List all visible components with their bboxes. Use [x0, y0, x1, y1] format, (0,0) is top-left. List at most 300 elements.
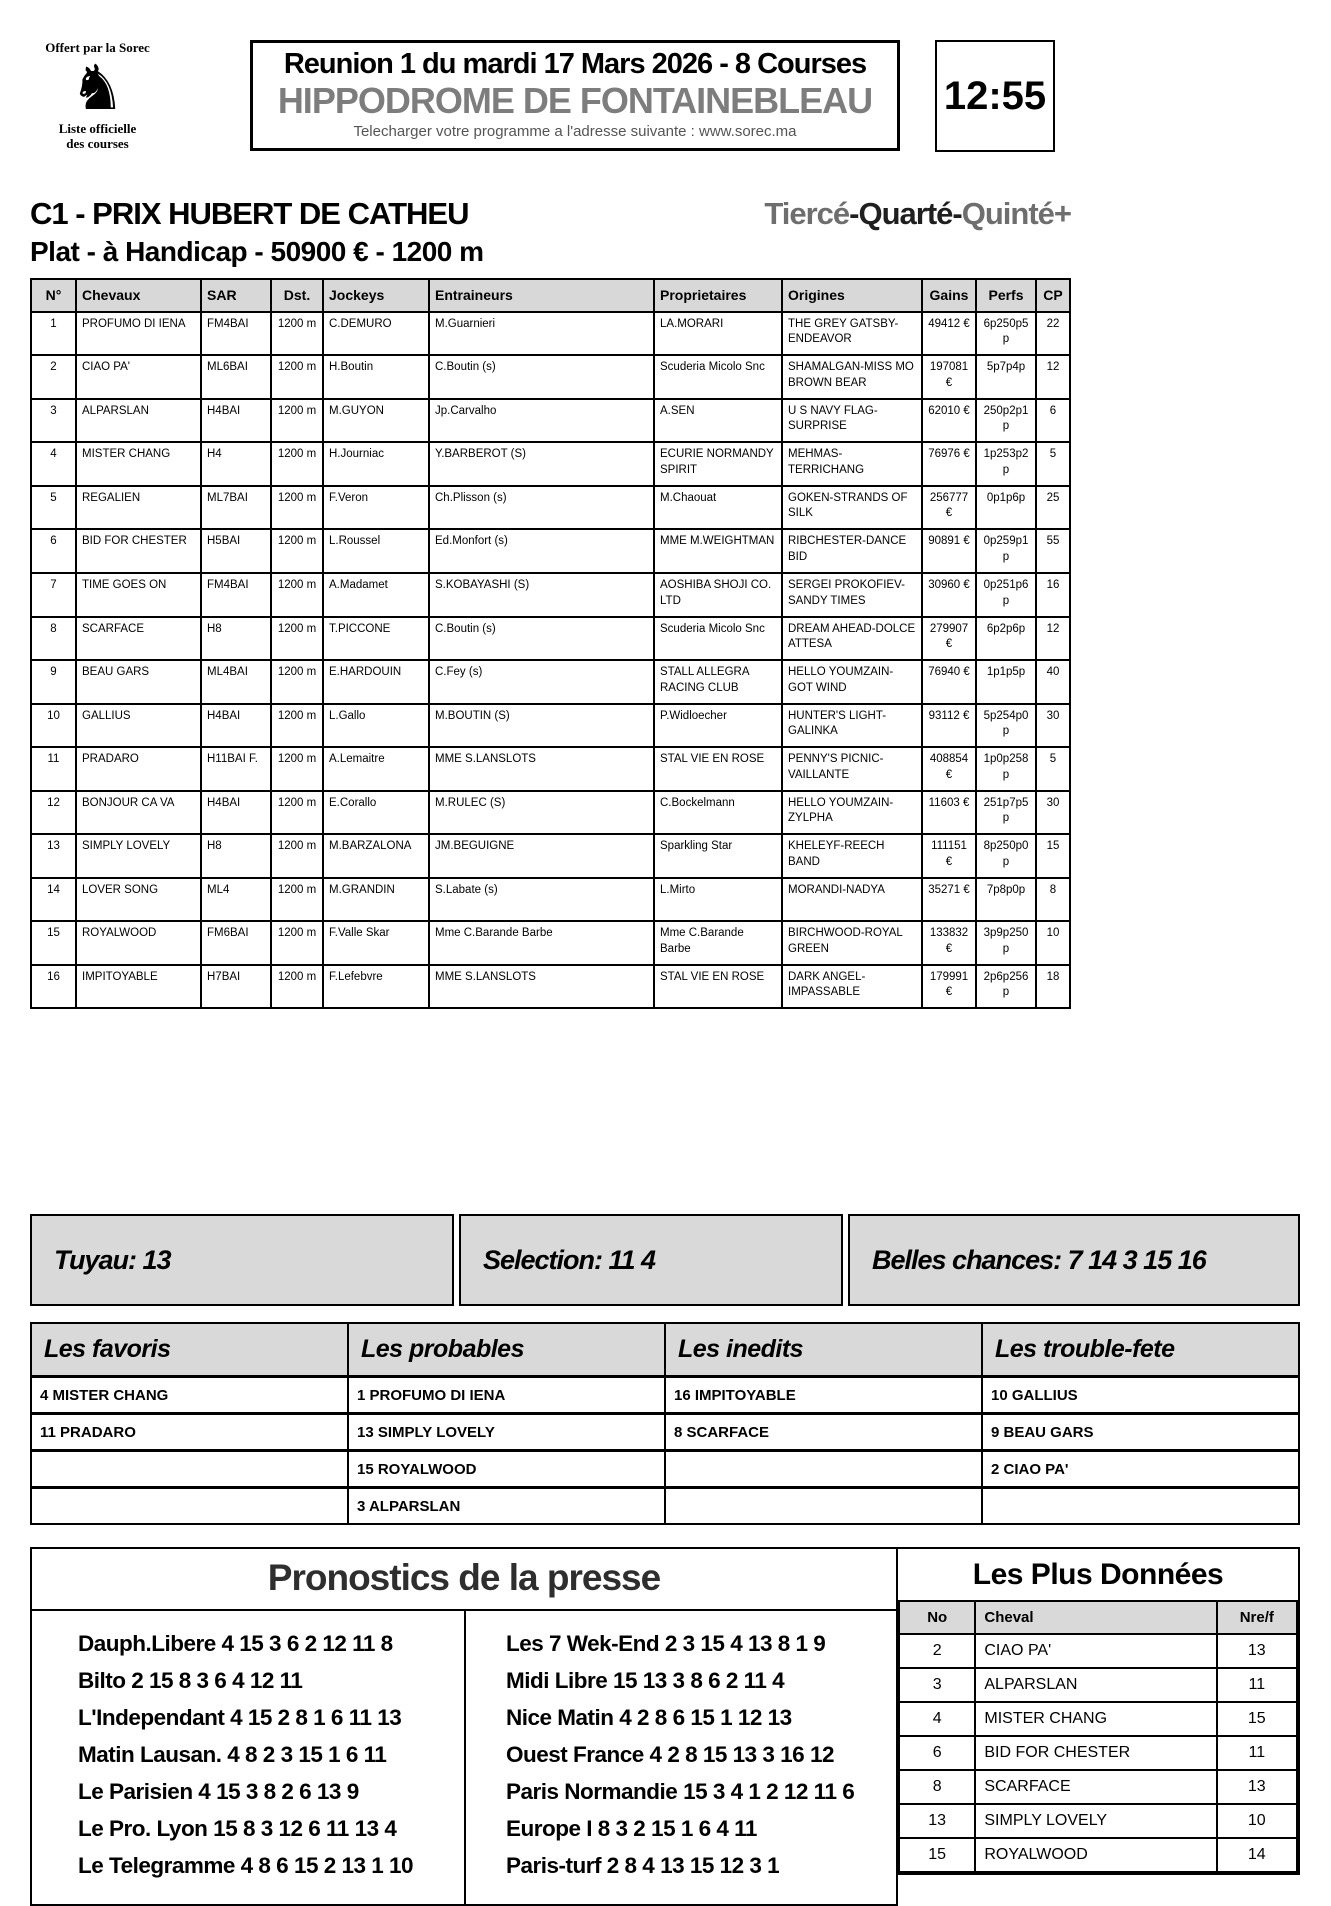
runner-origins: HELLO YOUMZAIN-ZYLPHA	[782, 791, 922, 835]
runner-trainer: Ed.Monfort (s)	[429, 529, 654, 573]
runner-owner: C.Bockelmann	[654, 791, 782, 835]
runner-row	[31, 791, 1070, 835]
runner-trainer: M.RULEC (S)	[429, 791, 654, 835]
picks-row	[31, 1377, 1299, 1414]
runner-perfs: 0p1p6p	[976, 486, 1036, 530]
runner-perfs: 6p250p5p	[976, 312, 1036, 356]
runner-trainer: C.Boutin (s)	[429, 617, 654, 661]
runner-cp: 55	[1036, 529, 1070, 573]
runner-owner: STAL VIE EN ROSE	[654, 747, 782, 791]
most-given-count: 13	[1217, 1634, 1297, 1668]
runner-origins: DARK ANGEL-IMPASSABLE	[782, 965, 922, 1009]
pick-trouble-fete: 2 CIAO PA'	[982, 1451, 1299, 1488]
runner-sar: H8	[201, 617, 271, 661]
runner-origins: GOKEN-STRANDS OF SILK	[782, 486, 922, 530]
col-trainers: Entraineurs	[429, 279, 654, 312]
runner-jockey: F.Valle Skar	[323, 921, 429, 965]
runner-origins: MEHMAS-TERRICHANG	[782, 442, 922, 486]
runner-trainer: MME S.LANSLOTS	[429, 747, 654, 791]
runner-origins: HELLO YOUMZAIN-GOT WIND	[782, 660, 922, 704]
runner-cp: 5	[1036, 442, 1070, 486]
runner-sar: ML6BAI	[201, 355, 271, 399]
runner-sar: H4BAI	[201, 399, 271, 443]
logo-bottom-text-2: des courses	[66, 136, 129, 151]
runner-origins: RIBCHESTER-DANCE BID	[782, 529, 922, 573]
most-col-cheval: Cheval	[975, 1601, 1216, 1634]
runner-distance: 1200 m	[271, 921, 323, 965]
runner-origins: MORANDI-NADYA	[782, 878, 922, 922]
runner-perfs: 1p1p5p	[976, 660, 1036, 704]
bottom-section	[30, 1547, 1300, 1906]
press-columns	[32, 1611, 896, 1904]
runner-owner: ECURIE NORMANDY SPIRIT	[654, 442, 782, 486]
runner-earnings: 76976 €	[922, 442, 976, 486]
runner-perfs: 1p253p2p	[976, 442, 1036, 486]
runners-table	[30, 278, 1071, 1009]
runner-trainer: C.Boutin (s)	[429, 355, 654, 399]
bet-type-tierce: Tiercé	[764, 196, 850, 231]
runner-horse-name: BID FOR CHESTER	[76, 529, 201, 573]
runner-sar: ML7BAI	[201, 486, 271, 530]
logo-bottom-text-1: Liste officielle	[58, 121, 137, 136]
runner-horse-name: REGALIEN	[76, 486, 201, 530]
most-given-count: 11	[1217, 1668, 1297, 1702]
runner-distance: 1200 m	[271, 312, 323, 356]
runner-horse-name: LOVER SONG	[76, 878, 201, 922]
runner-number: 3	[31, 399, 76, 443]
runner-jockey: E.Corallo	[323, 791, 429, 835]
most-given-row	[899, 1770, 1297, 1804]
most-given-count: 13	[1217, 1770, 1297, 1804]
runner-perfs: 0p251p6p	[976, 573, 1036, 617]
runner-jockey: E.HARDOUIN	[323, 660, 429, 704]
most-given-row	[899, 1702, 1297, 1736]
runner-jockey: M.GUYON	[323, 399, 429, 443]
press-forecast-line: Les 7 Wek-End 2 3 15 4 13 8 1 9	[506, 1631, 826, 1657]
most-given-row	[899, 1736, 1297, 1770]
runner-horse-name: CIAO PA'	[76, 355, 201, 399]
runner-row	[31, 355, 1070, 399]
runner-trainer: Mme C.Barande Barbe	[429, 921, 654, 965]
download-hint: Telecharger votre programme a l'adresse suivante : www.sorec.ma	[353, 123, 797, 140]
bet-type	[764, 196, 1071, 232]
runner-origins: U S NAVY FLAG-SURPRISE	[782, 399, 922, 443]
picks-table	[30, 1322, 1300, 1525]
runner-number: 7	[31, 573, 76, 617]
picks-col-probables: Les probables	[348, 1323, 665, 1377]
runner-owner: M.Chaouat	[654, 486, 782, 530]
runner-distance: 1200 m	[271, 442, 323, 486]
bet-type-quarte: -Quarté-	[849, 196, 962, 231]
most-given-count: 11	[1217, 1736, 1297, 1770]
picks-col-inedits: Les inedits	[665, 1323, 982, 1377]
runner-trainer: Ch.Plisson (s)	[429, 486, 654, 530]
runner-owner: A.SEN	[654, 399, 782, 443]
runner-cp: 6	[1036, 399, 1070, 443]
runner-cp: 15	[1036, 834, 1070, 878]
runner-distance: 1200 m	[271, 878, 323, 922]
race-conditions: Plat - à Handicap - 50900 € - 1200 m	[30, 236, 484, 267]
runner-owner: Mme C.Barande Barbe	[654, 921, 782, 965]
most-given-number: 8	[899, 1770, 975, 1804]
press-column-right	[464, 1611, 896, 1904]
runner-trainer: C.Fey (s)	[429, 660, 654, 704]
picks-header-row	[31, 1323, 1299, 1377]
runner-owner: STAL VIE EN ROSE	[654, 965, 782, 1009]
runner-earnings: 179991 €	[922, 965, 976, 1009]
runner-trainer: S.Labate (s)	[429, 878, 654, 922]
picks-body	[31, 1377, 1299, 1525]
runner-earnings: 11603 €	[922, 791, 976, 835]
bet-type-quinte: Quinté+	[961, 196, 1071, 231]
runner-sar: ML4BAI	[201, 660, 271, 704]
runner-row	[31, 529, 1070, 573]
press-forecast-line: Le Pro. Lyon 15 8 3 12 6 11 13 4	[78, 1816, 397, 1842]
runner-number: 10	[31, 704, 76, 748]
runner-trainer: S.KOBAYASHI (S)	[429, 573, 654, 617]
press-forecasts-box	[30, 1547, 898, 1906]
runner-row	[31, 878, 1070, 922]
tip-selection: Selection: 11 4	[459, 1214, 843, 1306]
runner-sar: H4BAI	[201, 704, 271, 748]
runner-horse-name: ALPARSLAN	[76, 399, 201, 443]
runner-earnings: 197081 €	[922, 355, 976, 399]
runner-sar: H7BAI	[201, 965, 271, 1009]
runner-horse-name: PRADARO	[76, 747, 201, 791]
runner-origins: KHELEYF-REECH BAND	[782, 834, 922, 878]
picks-row	[31, 1414, 1299, 1451]
runner-jockey: F.Veron	[323, 486, 429, 530]
hippodrome-name: HIPPODROME DE FONTAINEBLEAU	[277, 80, 873, 121]
runner-trainer: Jp.Carvalho	[429, 399, 654, 443]
runner-distance: 1200 m	[271, 399, 323, 443]
runner-jockey: F.Lefebvre	[323, 965, 429, 1009]
tip-tuyau: Tuyau: 13	[30, 1214, 454, 1306]
picks-col-favoris: Les favoris	[31, 1323, 348, 1377]
runner-earnings: 49412 €	[922, 312, 976, 356]
most-given-count: 14	[1217, 1838, 1297, 1872]
runner-jockey: T.PICCONE	[323, 617, 429, 661]
most-given-number: 2	[899, 1634, 975, 1668]
most-col-nref: Nre/f	[1217, 1601, 1297, 1634]
col-earnings: Gains	[922, 279, 976, 312]
runner-cp: 30	[1036, 791, 1070, 835]
runner-sar: FM6BAI	[201, 921, 271, 965]
runner-perfs: 0p259p1p	[976, 529, 1036, 573]
logo-top-text: Offert par la Sorec	[45, 40, 150, 55]
most-given-horse: MISTER CHANG	[975, 1702, 1216, 1736]
runner-distance: 1200 m	[271, 834, 323, 878]
runner-trainer: Y.BARBEROT (S)	[429, 442, 654, 486]
press-forecast-line: Matin Lausan. 4 8 2 3 15 1 6 11	[78, 1742, 387, 1768]
runner-number: 8	[31, 617, 76, 661]
pick-trouble-fete	[982, 1488, 1299, 1525]
runner-cp: 30	[1036, 704, 1070, 748]
runner-earnings: 30960 €	[922, 573, 976, 617]
pick-favori: 11 PRADARO	[31, 1414, 348, 1451]
most-given-count: 10	[1217, 1804, 1297, 1838]
runner-row	[31, 921, 1070, 965]
picks-row	[31, 1488, 1299, 1525]
pick-probable: 1 PROFUMO DI IENA	[348, 1377, 665, 1414]
most-given-number: 4	[899, 1702, 975, 1736]
runner-origins: BIRCHWOOD-ROYAL GREEN	[782, 921, 922, 965]
col-origins: Origines	[782, 279, 922, 312]
runner-horse-name: TIME GOES ON	[76, 573, 201, 617]
pick-favori: 4 MISTER CHANG	[31, 1377, 348, 1414]
pick-favori	[31, 1488, 348, 1525]
pick-probable: 13 SIMPLY LOVELY	[348, 1414, 665, 1451]
runner-cp: 10	[1036, 921, 1070, 965]
most-given-body	[899, 1634, 1297, 1872]
runner-earnings: 133832 €	[922, 921, 976, 965]
press-forecasts-title: Pronostics de la presse	[32, 1549, 896, 1611]
col-cp: CP	[1036, 279, 1070, 312]
runner-perfs: 251p7p5p	[976, 791, 1036, 835]
runner-origins: SHAMALGAN-MISS MO BROWN BEAR	[782, 355, 922, 399]
runner-horse-name: PROFUMO DI IENA	[76, 312, 201, 356]
pick-inedit	[665, 1488, 982, 1525]
runner-row	[31, 965, 1070, 1009]
runner-number: 1	[31, 312, 76, 356]
runner-cp: 5	[1036, 747, 1070, 791]
pick-trouble-fete: 10 GALLIUS	[982, 1377, 1299, 1414]
col-jockeys: Jockeys	[323, 279, 429, 312]
runner-perfs: 1p0p258p	[976, 747, 1036, 791]
runner-row	[31, 442, 1070, 486]
runner-origins: THE GREY GATSBY-ENDEAVOR	[782, 312, 922, 356]
most-col-no: No	[899, 1601, 975, 1634]
runner-number: 13	[31, 834, 76, 878]
most-given-table	[898, 1600, 1298, 1873]
runner-earnings: 90891 €	[922, 529, 976, 573]
race-time: 12:55	[935, 40, 1055, 152]
most-given-title: Les Plus Données	[972, 1558, 1224, 1592]
runner-row	[31, 399, 1070, 443]
press-forecast-line: Midi Libre 15 13 3 8 6 2 11 4	[506, 1668, 785, 1694]
runners-body	[31, 312, 1070, 1008]
runner-sar: ML4	[201, 878, 271, 922]
sorec-logo	[30, 40, 165, 151]
col-owners: Proprietaires	[654, 279, 782, 312]
runner-horse-name: IMPITOYABLE	[76, 965, 201, 1009]
press-forecast-line: Ouest France 4 2 8 15 13 3 16 12	[506, 1742, 834, 1768]
runner-horse-name: MISTER CHANG	[76, 442, 201, 486]
tips-strip	[30, 1214, 1300, 1306]
runner-perfs: 5p254p0p	[976, 704, 1036, 748]
press-forecast-line: Europe I 8 3 2 15 1 6 4 11	[506, 1816, 757, 1842]
runner-origins: HUNTER'S LIGHT-GALINKA	[782, 704, 922, 748]
runner-distance: 1200 m	[271, 747, 323, 791]
runner-number: 2	[31, 355, 76, 399]
runner-sar: FM4BAI	[201, 573, 271, 617]
runner-horse-name: BONJOUR CA VA	[76, 791, 201, 835]
runner-owner: P.Widloecher	[654, 704, 782, 748]
runner-number: 16	[31, 965, 76, 1009]
runner-perfs: 2p6p256p	[976, 965, 1036, 1009]
runner-row	[31, 617, 1070, 661]
runner-jockey: H.Boutin	[323, 355, 429, 399]
runners-header-row	[31, 279, 1070, 312]
most-given-horse: BID FOR CHESTER	[975, 1736, 1216, 1770]
runner-row	[31, 704, 1070, 748]
runner-cp: 12	[1036, 617, 1070, 661]
runner-jockey: C.DEMURO	[323, 312, 429, 356]
pick-favori	[31, 1451, 348, 1488]
runner-owner: Scuderia Micolo Snc	[654, 617, 782, 661]
runner-perfs: 8p250p0p	[976, 834, 1036, 878]
runner-cp: 18	[1036, 965, 1070, 1009]
picks-row	[31, 1451, 1299, 1488]
runner-jockey: M.GRANDIN	[323, 878, 429, 922]
runner-horse-name: GALLIUS	[76, 704, 201, 748]
runner-owner: STALL ALLEGRA RACING CLUB	[654, 660, 782, 704]
pick-probable: 3 ALPARSLAN	[348, 1488, 665, 1525]
runner-earnings: 256777 €	[922, 486, 976, 530]
runner-owner: Scuderia Micolo Snc	[654, 355, 782, 399]
most-given-number: 13	[899, 1804, 975, 1838]
most-given-horse: CIAO PA'	[975, 1634, 1216, 1668]
most-given-number: 15	[899, 1838, 975, 1872]
runner-horse-name: BEAU GARS	[76, 660, 201, 704]
runner-row	[31, 486, 1070, 530]
tip-belles-chances: Belles chances: 7 14 3 15 16	[848, 1214, 1300, 1306]
runner-distance: 1200 m	[271, 660, 323, 704]
runner-sar: H4	[201, 442, 271, 486]
runner-horse-name: SIMPLY LOVELY	[76, 834, 201, 878]
press-forecast-line: Le Telegramme 4 8 6 15 2 13 1 10	[78, 1853, 414, 1879]
runner-perfs: 6p2p6p	[976, 617, 1036, 661]
most-given-row	[899, 1634, 1297, 1668]
runner-earnings: 93112 €	[922, 704, 976, 748]
runner-distance: 1200 m	[271, 704, 323, 748]
most-given-number: 3	[899, 1668, 975, 1702]
most-given-horse: SCARFACE	[975, 1770, 1216, 1804]
runner-jockey: H.Journiac	[323, 442, 429, 486]
pick-probable: 15 ROYALWOOD	[348, 1451, 665, 1488]
col-number: N°	[31, 279, 76, 312]
pick-inedit	[665, 1451, 982, 1488]
most-given-horse: SIMPLY LOVELY	[975, 1804, 1216, 1838]
runner-jockey: M.BARZALONA	[323, 834, 429, 878]
runner-row	[31, 312, 1070, 356]
runner-cp: 22	[1036, 312, 1070, 356]
runner-earnings: 62010 €	[922, 399, 976, 443]
runner-row	[31, 834, 1070, 878]
runner-sar: H5BAI	[201, 529, 271, 573]
col-horses: Chevaux	[76, 279, 201, 312]
runner-number: 9	[31, 660, 76, 704]
runner-number: 12	[31, 791, 76, 835]
runner-row	[31, 747, 1070, 791]
runner-jockey: A.Lemaitre	[323, 747, 429, 791]
col-sar: SAR	[201, 279, 271, 312]
runner-number: 4	[31, 442, 76, 486]
runner-cp: 25	[1036, 486, 1070, 530]
press-forecast-line: Le Parisien 4 15 3 8 2 6 13 9	[78, 1779, 359, 1805]
col-perfs: Perfs	[976, 279, 1036, 312]
runner-horse-name: ROYALWOOD	[76, 921, 201, 965]
pick-trouble-fete: 9 BEAU GARS	[982, 1414, 1299, 1451]
most-given-number: 6	[899, 1736, 975, 1770]
press-forecast-line: Paris-turf 2 8 4 13 15 12 3 1	[506, 1853, 780, 1879]
runner-trainer: JM.BEGUIGNE	[429, 834, 654, 878]
runner-cp: 16	[1036, 573, 1070, 617]
runner-jockey: L.Roussel	[323, 529, 429, 573]
pick-inedit: 8 SCARFACE	[665, 1414, 982, 1451]
runner-cp: 40	[1036, 660, 1070, 704]
runner-sar: H4BAI	[201, 791, 271, 835]
runner-row	[31, 660, 1070, 704]
runner-earnings: 111151 €	[922, 834, 976, 878]
runner-distance: 1200 m	[271, 791, 323, 835]
runner-owner: Sparkling Star	[654, 834, 782, 878]
press-forecast-line: Bilto 2 15 8 3 6 4 12 11	[78, 1668, 303, 1694]
pick-inedit: 16 IMPITOYABLE	[665, 1377, 982, 1414]
press-forecast-line: Paris Normandie 15 3 4 1 2 12 11 6	[506, 1779, 855, 1805]
runner-sar: H8	[201, 834, 271, 878]
runner-perfs: 5p7p4p	[976, 355, 1036, 399]
runner-trainer: M.BOUTIN (S)	[429, 704, 654, 748]
runner-trainer: MME S.LANSLOTS	[429, 965, 654, 1009]
runner-horse-name: SCARFACE	[76, 617, 201, 661]
most-given-box	[898, 1547, 1300, 1875]
runner-number: 11	[31, 747, 76, 791]
press-forecast-line: L'Independant 4 15 2 8 1 6 11 13	[78, 1705, 402, 1731]
runner-row	[31, 573, 1070, 617]
runner-perfs: 3p9p250p	[976, 921, 1036, 965]
race-title: C1 - PRIX HUBERT DE CATHEU	[30, 196, 469, 231]
runner-jockey: L.Gallo	[323, 704, 429, 748]
runner-owner: LA.MORARI	[654, 312, 782, 356]
most-given-count: 15	[1217, 1702, 1297, 1736]
press-forecast-line: Nice Matin 4 2 8 6 15 1 12 13	[506, 1705, 792, 1731]
runner-distance: 1200 m	[271, 965, 323, 1009]
runner-earnings: 76940 €	[922, 660, 976, 704]
press-forecast-line: Dauph.Libere 4 15 3 6 2 12 11 8	[78, 1631, 393, 1657]
col-distance: Dst.	[271, 279, 323, 312]
runner-origins: SERGEI PROKOFIEV-SANDY TIMES	[782, 573, 922, 617]
runner-distance: 1200 m	[271, 573, 323, 617]
runner-distance: 1200 m	[271, 617, 323, 661]
most-given-horse: ALPARSLAN	[975, 1668, 1216, 1702]
runner-owner: L.Mirto	[654, 878, 782, 922]
runner-distance: 1200 m	[271, 486, 323, 530]
runner-perfs: 7p8p0p	[976, 878, 1036, 922]
runner-sar: FM4BAI	[201, 312, 271, 356]
most-given-horse: ROYALWOOD	[975, 1838, 1216, 1872]
picks-col-trouble-fete: Les trouble-fete	[982, 1323, 1299, 1377]
page-header	[30, 40, 1301, 168]
runner-cp: 8	[1036, 878, 1070, 922]
most-given-header-row	[899, 1601, 1297, 1634]
runner-number: 6	[31, 529, 76, 573]
runner-cp: 12	[1036, 355, 1070, 399]
runner-distance: 1200 m	[271, 529, 323, 573]
runner-earnings: 279907 €	[922, 617, 976, 661]
meeting-title: Reunion 1 du mardi 17 Mars 2026 - 8 Courses	[283, 48, 867, 80]
most-given-row	[899, 1804, 1297, 1838]
runner-earnings: 35271 €	[922, 878, 976, 922]
runner-origins: DREAM AHEAD-DOLCE ATTESA	[782, 617, 922, 661]
press-column-left	[32, 1611, 464, 1904]
runner-sar: H11BAI F.	[201, 747, 271, 791]
runner-owner: AOSHIBA SHOJI CO. LTD	[654, 573, 782, 617]
most-given-row	[899, 1838, 1297, 1872]
runner-number: 5	[31, 486, 76, 530]
runner-jockey: A.Madamet	[323, 573, 429, 617]
most-given-row	[899, 1668, 1297, 1702]
